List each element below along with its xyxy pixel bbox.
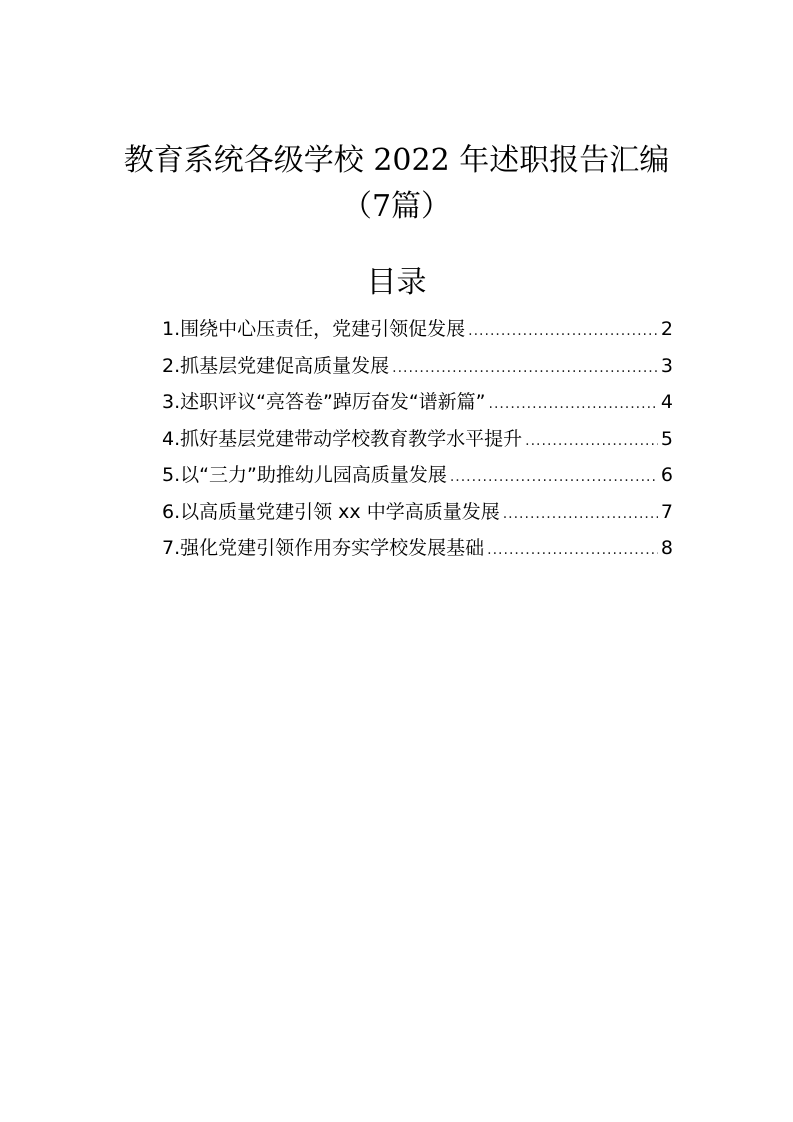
toc-entry-title: 7.强化党建引领作用夯实学校发展基础 bbox=[162, 537, 485, 559]
toc-entry-title: 1.围绕中心压责任，党建引领促发展 bbox=[162, 318, 466, 340]
toc-entry[interactable] bbox=[162, 384, 673, 421]
toc-page-number: 6 bbox=[660, 464, 673, 486]
toc-entry[interactable] bbox=[162, 421, 673, 458]
toc-entry[interactable] bbox=[162, 311, 673, 348]
toc-entry[interactable] bbox=[162, 530, 673, 567]
toc-heading: 目录 bbox=[366, 265, 427, 300]
toc-entry-title: 4.抓好基层党建带动学校教育教学水平提升 bbox=[162, 427, 523, 450]
table-of-contents bbox=[162, 311, 673, 567]
toc-page-number: 8 bbox=[660, 537, 673, 559]
toc-page-number: 4 bbox=[660, 391, 673, 413]
toc-page-number: 5 bbox=[660, 427, 673, 450]
toc-dot-leader bbox=[392, 350, 658, 387]
toc-entry[interactable] bbox=[162, 457, 673, 494]
document-title: 教育系统各级学校 2022 年述职报告汇编（7篇） bbox=[123, 143, 670, 224]
toc-dot-leader bbox=[468, 313, 658, 350]
toc-page-number: 7 bbox=[660, 500, 673, 523]
toc-dot-leader bbox=[503, 496, 658, 533]
toc-dot-leader bbox=[489, 386, 658, 423]
toc-dot-leader bbox=[450, 459, 658, 496]
toc-entry-title: 2.抓基层党建促高质量发展 bbox=[162, 354, 390, 377]
toc-entry[interactable] bbox=[162, 494, 673, 531]
toc-entry-title: 6.以高质量党建引领 xx 中学高质量发展 bbox=[162, 500, 500, 523]
toc-entry-title: 5.以“三力”助推幼儿园高质量发展 bbox=[162, 464, 447, 486]
toc-entry[interactable] bbox=[162, 348, 673, 385]
toc-dot-leader bbox=[487, 532, 658, 569]
toc-entry-title: 3.述职评议“亮答卷”踔厉奋发“谱新篇” bbox=[162, 391, 486, 413]
toc-page-number: 2 bbox=[660, 318, 673, 340]
toc-page-number: 3 bbox=[660, 354, 673, 377]
toc-dot-leader bbox=[525, 423, 658, 460]
